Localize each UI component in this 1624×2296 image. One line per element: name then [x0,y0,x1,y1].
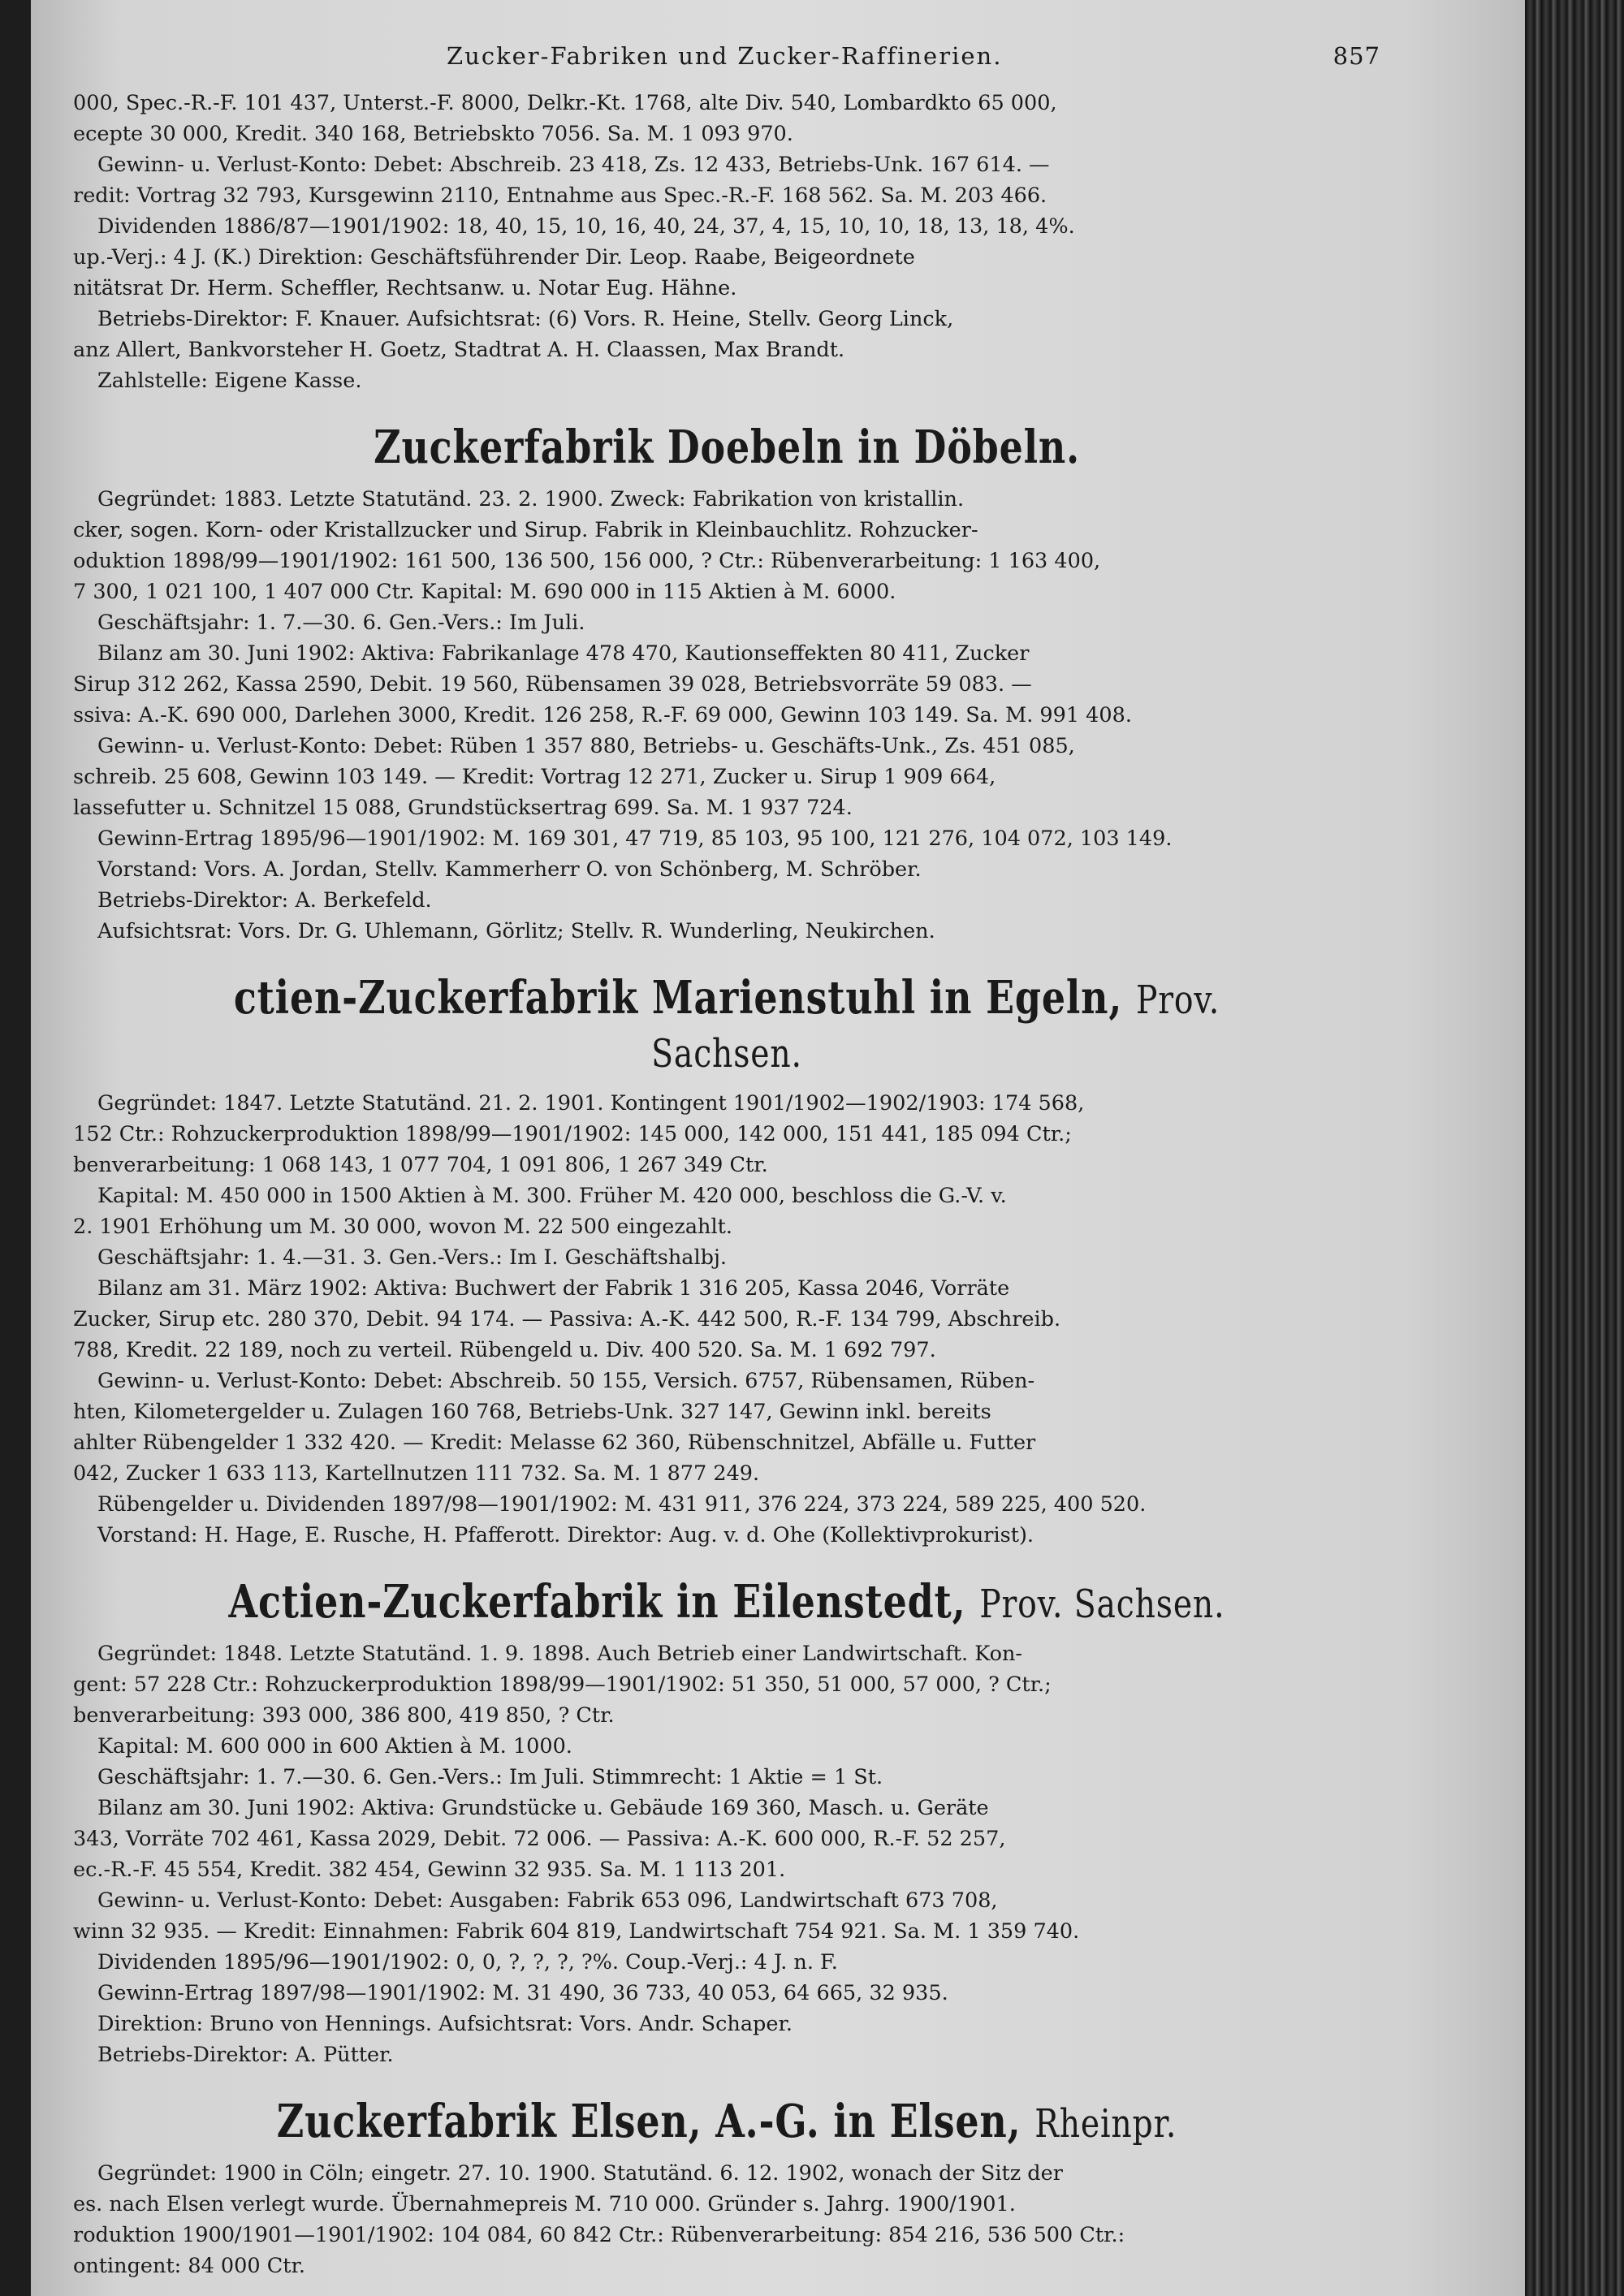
company-region: Prov. Sachsen. [651,978,1220,1077]
company-entry-elsen [73,2158,1380,2281]
text-line: cker, sogen. Korn- oder Kristallzucker und Sirup. Fabrik in Kleinbauchlitz. Rohzucker- [73,518,978,542]
text-line: Gewinn- u. Verlust-Konto: Debet: Abschreib. 23 418, Zs. 12 433, Betriebs-Unk. 167 614. — [97,153,1050,177]
page-number: 857 [1332,42,1380,70]
text-line: Geschäftsjahr: 1. 7.—30. 6. Gen.-Vers.: Im Juli. Stimmrecht: 1 Aktie = 1 St. [97,1765,883,1789]
company-heading-elsen [191,2095,1263,2148]
text-line: Betriebs-Direktor: A. Berkefeld. [97,888,432,913]
text-line: roduktion 1900/1901—1901/1902: 104 084, 60 842 Ctr.: Rübenverarbeitung: 854 216, 536 500 Ctr.: [73,2223,1125,2247]
text-line: Aufsichtsrat: Vors. Dr. G. Uhlemann, Görlitz; Stellv. R. Wunderling, Neukirchen. [97,919,935,943]
company-heading-marienstuhl [191,971,1263,1078]
company-name: Zuckerfabrik Elsen, A.-G. in Elsen, [276,2095,1021,2148]
text-line: ec.-R.-F. 45 554, Kredit. 382 454, Gewinn 32 935. Sa. M. 1 113 201. [73,1858,786,1882]
text-line: lassefutter u. Schnitzel 15 088, Grundstücksertrag 699. Sa. M. 1 937 724. [73,796,853,820]
company-name: Actien-Zuckerfabrik in Eilenstedt, [228,1575,966,1629]
text-line: Zahlstelle: Eigene Kasse. [97,369,362,393]
text-line: Gewinn- u. Verlust-Konto: Debet: Abschreib. 50 155, Versich. 6757, Rübensamen, Rüben- [97,1369,1035,1393]
text-line: Vorstand: H. Hage, E. Rusche, H. Pfafferott. Direktor: Aug. v. d. Ohe (Kollektivprokurist). [97,1523,1034,1547]
text-line: Direktion: Bruno von Hennings. Aufsichtsrat: Vors. Andr. Schaper. [97,2012,793,2036]
book-binding-edge [1525,0,1624,2296]
text-line: winn 32 935. — Kredit: Einnahmen: Fabrik 604 819, Landwirtschaft 754 921. Sa. M. 1 359 740. [73,1919,1080,1944]
text-line: 000, Spec.-R.-F. 101 437, Unterst.-F. 8000, Delkr.-Kt. 1768, alte Div. 540, Lombardkto 65 000, [73,91,1057,115]
text-line: Gegründet: 1900 in Cöln; eingetr. 27. 10. 1900. Statutänd. 6. 12. 1902, wonach der Sitz der [97,2161,1063,2186]
text-line: Dividenden 1895/96—1901/1902: 0, 0, ?, ?, ?, ?%. Coup.-Verj.: 4 J. n. F. [97,1950,838,1974]
text-line: Gewinn-Ertrag 1897/98—1901/1902: M. 31 490, 36 733, 40 053, 64 665, 32 935. [97,1981,948,2005]
text-line: up.-Verj.: 4 J. (K.) Direktion: Geschäftsführender Dir. Leop. Raabe, Beigeordnete [73,245,915,270]
text-line: Gegründet: 1848. Letzte Statutänd. 1. 9. 1898. Auch Betrieb einer Landwirtschaft. Kon- [97,1642,1023,1666]
text-line: Gewinn-Ertrag 1895/96—1901/1902: M. 169 301, 47 719, 85 103, 95 100, 121 276, 104 072, 103 149. [97,826,1173,851]
text-line: ssiva: A.-K. 690 000, Darlehen 3000, Kredit. 126 258, R.-F. 69 000, Gewinn 103 149. Sa. M. 991 408. [73,703,1132,727]
text-line: Gegründet: 1883. Letzte Statutänd. 23. 2. 1900. Zweck: Fabrikation von kristallin. [97,487,965,511]
text-line: ontingent: 84 000 Ctr. [73,2254,305,2278]
text-line: Vorstand: Vors. A. Jordan, Stellv. Kammerherr O. von Schönberg, M. Schröber. [97,857,922,882]
text-line: Zucker, Sirup etc. 280 370, Debit. 94 174. — Passiva: A.-K. 442 500, R.-F. 134 799, Abschreib. [73,1307,1061,1331]
previous-entry-continuation [73,88,1380,396]
company-heading-eilenstedt [191,1575,1263,1629]
text-line: hten, Kilometergelder u. Zulagen 160 768, Betriebs-Unk. 327 147, Gewinn inkl. bereits [73,1400,991,1424]
text-line: redit: Vortrag 32 793, Kursgewinn 2110, Entnahme aus Spec.-R.-F. 168 562. Sa. M. 203 466. [73,183,1047,208]
text-line: Gewinn- u. Verlust-Konto: Debet: Rüben 1 357 880, Betriebs- u. Geschäfts-Unk., Zs. 451 085, [97,734,1075,758]
company-name: ctien-Zuckerfabrik Marienstuhl in Egeln, [233,971,1123,1025]
text-line: oduktion 1898/99—1901/1902: 161 500, 136 500, 156 000, ? Ctr.: Rübenverarbeitung: 1 163 400, [73,549,1101,573]
company-heading-doebeln [191,421,1263,474]
text-line: benverarbeitung: 1 068 143, 1 077 704, 1 091 806, 1 267 349 Ctr. [73,1153,768,1177]
company-entry-eilenstedt [73,1638,1380,2070]
text-line: Bilanz am 31. März 1902: Aktiva: Buchwert der Fabrik 1 316 205, Kassa 2046, Vorräte [97,1276,1010,1301]
text-line: 042, Zucker 1 633 113, Kartellnutzen 111 732. Sa. M. 1 877 249. [73,1461,760,1486]
text-line: anz Allert, Bankvorsteher H. Goetz, Stadtrat A. H. Claassen, Max Brandt. [73,338,845,362]
company-region: Rheinpr. [1034,2101,1177,2147]
text-line: nitätsrat Dr. Herm. Scheffler, Rechtsanw. u. Notar Eug. Hähne. [73,276,737,300]
text-line: Kapital: M. 600 000 in 600 Aktien à M. 1000. [97,1734,572,1759]
text-line: Geschäftsjahr: 1. 7.—30. 6. Gen.-Vers.: Im Juli. [97,611,585,635]
text-line: Sirup 312 262, Kassa 2590, Debit. 19 560, Rübensamen 39 028, Betriebsvorräte 59 083. — [73,672,1032,697]
text-line: 152 Ctr.: Rohzuckerproduktion 1898/99—1901/1902: 145 000, 142 000, 151 441, 185 094 Ctr.; [73,1122,1072,1146]
scan-left-edge [0,0,31,2296]
company-entry-doebeln [73,484,1380,947]
text-line: Dividenden 1886/87—1901/1902: 18, 40, 15, 10, 16, 40, 24, 37, 4, 15, 10, 10, 18, 13, 18, 4%. [97,214,1075,239]
text-line: Bilanz am 30. Juni 1902: Aktiva: Grundstücke u. Gebäude 169 360, Masch. u. Geräte [97,1796,989,1820]
company-region: Prov. Sachsen. [979,1582,1225,1627]
running-header [73,42,1380,70]
text-line: es. nach Elsen verlegt wurde. Übernahmepreis M. 710 000. Gründer s. Jahrg. 1900/1901. [73,2192,1016,2216]
company-name: Zuckerfabrik Doebeln in Döbeln. [374,421,1080,474]
text-line: 7 300, 1 021 100, 1 407 000 Ctr. Kapital: M. 690 000 in 115 Aktien à M. 6000. [73,580,896,604]
text-line: 788, Kredit. 22 189, noch zu verteil. Rübengeld u. Div. 400 520. Sa. M. 1 692 797. [73,1338,936,1362]
text-line: benverarbeitung: 393 000, 386 800, 419 850, ? Ctr. [73,1703,615,1728]
text-line: Rübengelder u. Dividenden 1897/98—1901/1902: M. 431 911, 376 224, 373 224, 589 225, 400 520. [97,1492,1147,1517]
text-line: 2. 1901 Erhöhung um M. 30 000, wovon M. 22 500 eingezahlt. [73,1215,732,1239]
text-line: Gegründet: 1847. Letzte Statutänd. 21. 2. 1901. Kontingent 1901/1902—1902/1903: 174 568, [97,1091,1085,1116]
text-line: ecepte 30 000, Kredit. 340 168, Betriebskto 7056. Sa. M. 1 093 970. [73,122,793,146]
text-line: Kapital: M. 450 000 in 1500 Aktien à M. 300. Früher M. 420 000, beschloss die G.-V. v. [97,1184,1007,1208]
company-entry-marienstuhl [73,1088,1380,1551]
text-line: Gewinn- u. Verlust-Konto: Debet: Ausgaben: Fabrik 653 096, Landwirtschaft 673 708, [97,1888,998,1913]
text-line: 343, Vorräte 702 461, Kassa 2029, Debit. 72 006. — Passiva: A.-K. 600 000, R.-F. 52 257, [73,1827,1006,1851]
text-line: gent: 57 228 Ctr.: Rohzuckerproduktion 1898/99—1901/1902: 51 350, 51 000, 57 000, ? Ctr.; [73,1672,1052,1697]
text-line: Betriebs-Direktor: A. Pütter. [97,2043,394,2067]
text-line: Betriebs-Direktor: F. Knauer. Aufsichtsrat: (6) Vors. R. Heine, Stellv. Georg Linck, [97,307,954,331]
text-line: Bilanz am 30. Juni 1902: Aktiva: Fabrikanlage 478 470, Kautionseffekten 80 411, Zucker [97,641,1030,666]
text-line: ahlter Rübengelder 1 332 420. — Kredit: Melasse 62 360, Rübenschnitzel, Abfälle u. Futter [73,1431,1036,1455]
text-line: schreib. 25 608, Gewinn 103 149. — Kredit: Vortrag 12 271, Zucker u. Sirup 1 909 664, [73,765,996,789]
running-title: Zucker-Fabriken und Zucker-Raffinerien. [447,42,1003,70]
page-content [73,42,1380,2286]
text-line: Geschäftsjahr: 1. 4.—31. 3. Gen.-Vers.: Im I. Geschäftshalbj. [97,1245,727,1270]
